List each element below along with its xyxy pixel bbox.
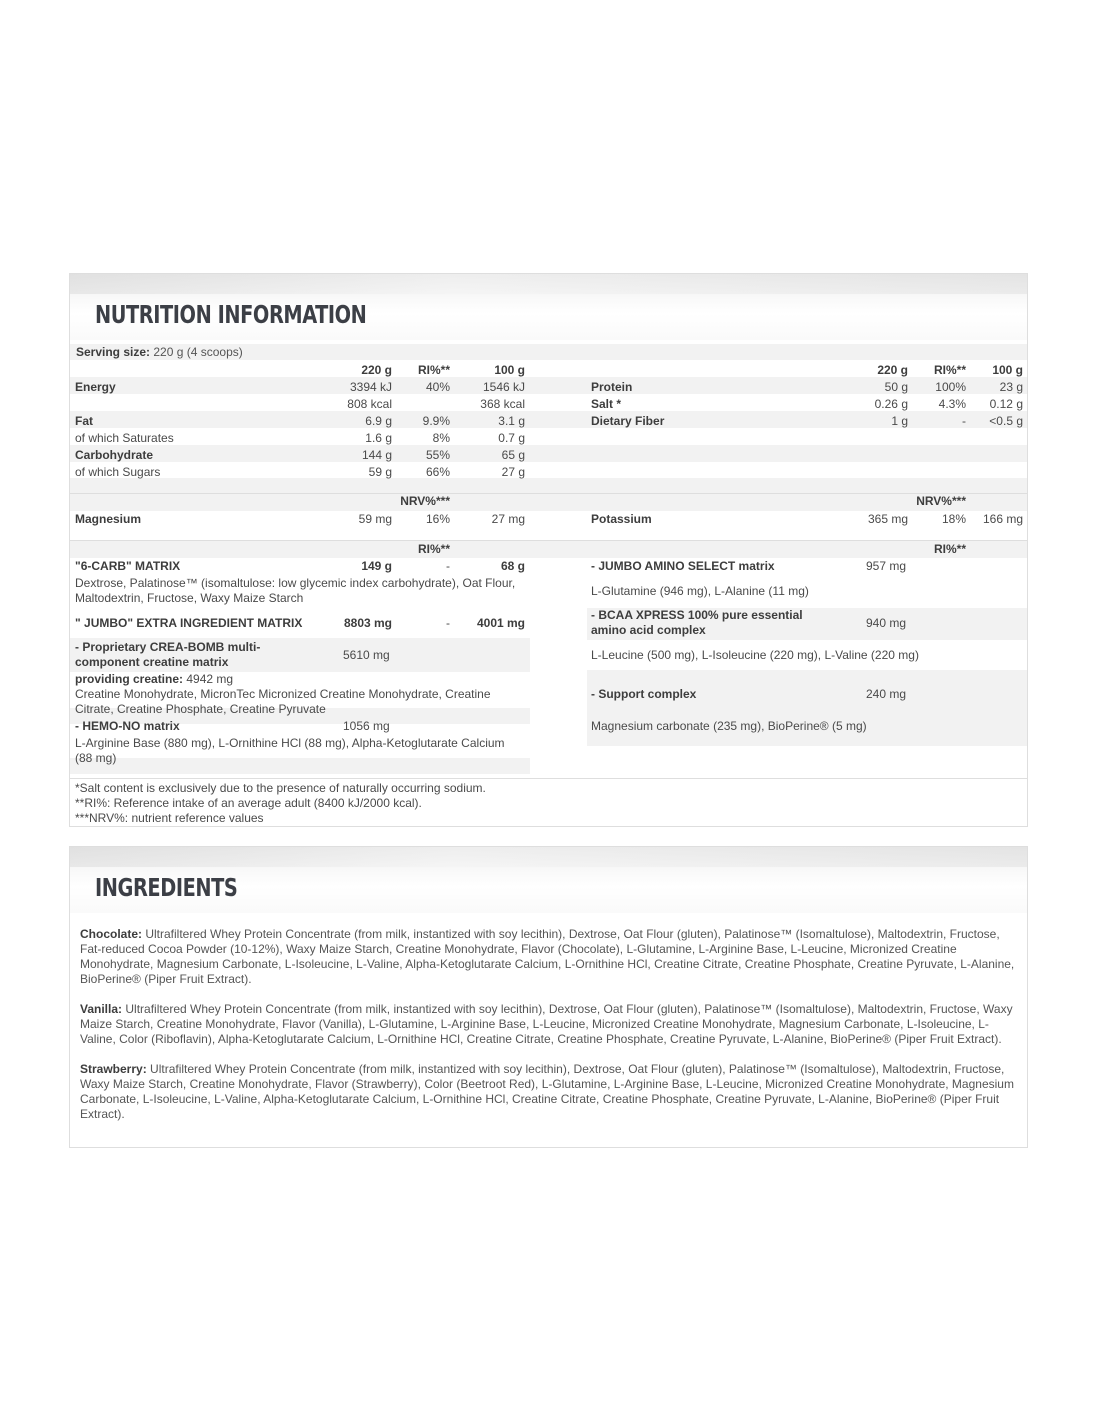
ingredients-body (80, 927, 1020, 1137)
cell: 1.6 g (365, 431, 392, 445)
row-fat: Fat (75, 414, 93, 428)
cell: 368 kcal (480, 397, 525, 411)
ingredients-strawberry (80, 1062, 1020, 1122)
cell: 65 g (501, 448, 525, 462)
cell: 4001 mg (476, 616, 525, 630)
cell: 16% (425, 512, 450, 526)
cell: 18% (941, 512, 966, 526)
hemo-no-name: - HEMO-NO matrix (75, 719, 180, 733)
cell: 149 g (361, 559, 392, 573)
amino-select-desc: L-Glutamine (946 mg), L-Alanine (11 mg) (591, 584, 809, 598)
cell: 27 g (501, 465, 525, 479)
hemo-no-desc-2: (88 mg) (75, 751, 117, 765)
providing-creatine (75, 672, 233, 687)
carb-matrix-name: "6-CARB" MATRIX (75, 559, 181, 573)
providing-label: providing creatine: (75, 672, 184, 686)
row-fiber: Dietary Fiber (591, 414, 665, 428)
row-saturates: of which Saturates (75, 431, 174, 445)
cell: 365 mg (867, 512, 908, 526)
ingredients-chocolate (80, 927, 1020, 987)
bcaa-desc: L-Leucine (500 mg), L-Isoleucine (220 mg), L-Valine (220 mg) (591, 648, 919, 662)
support-complex-name: - Support complex (591, 687, 697, 701)
cell: 8% (432, 431, 450, 445)
cell: 8803 mg (343, 616, 392, 630)
cell: 3.1 g (498, 414, 525, 428)
cell: 166 mg (982, 512, 1023, 526)
crea-desc-2: Citrate, Creatine Phosphate, Creatine Pyruvate (75, 702, 326, 716)
ingredients-header (70, 847, 1027, 913)
right-header-ri: RI%** (933, 363, 966, 377)
footnote-nrv: ***NRV%: nutrient reference values (75, 811, 264, 825)
crea-bomb-name: - Proprietary CREA-BOMB multi- (75, 640, 261, 654)
carb-matrix-desc-2: Maltodextrin, Fructose, Waxy Maize Starch (75, 591, 304, 605)
nrv-header-left: NRV%*** (400, 494, 450, 508)
row-protein: Protein (591, 380, 633, 394)
cell: 3394 kJ (349, 380, 392, 394)
jumbo-matrix-name: " JUMBO" EXTRA INGREDIENT MATRIX (75, 616, 303, 630)
cell: - (446, 559, 450, 573)
cell: - (446, 616, 450, 630)
ri-header-left: RI%** (417, 542, 450, 556)
bcaa-name-2: amino acid complex (591, 623, 706, 637)
providing-value: 4942 mg (186, 672, 234, 686)
flavor-name: Strawberry: (80, 1062, 147, 1076)
cell: 808 kcal (347, 397, 392, 411)
flavor-text: Ultrafiltered Whey Protein Concentrate (from milk, instantized with soy lecithin), Dextrose, Oat Flour (gluten), Palatinose™ (Isomaltulose), Maltodextrin, Fructose, Fat-reduced Cocoa Powder (10-12%), Waxy Maize Starch, Creatine Monohydrate, Flavor (Chocolate), L-Glutamine, L-Arginine Base, L-Leucine, Micronized Creatine Monohydrate, Magnesium Carbonate, L-Isoleucine, L-Valine, Alpha-Ketoglutarate Calcium, L-Ornithine HCl, Creatine Citrate, Creatine Phosphate, Creatine Pyruvate, L-Alanine, BioPerine® (Piper Fruit Extract). (80, 927, 1015, 986)
cell: 59 mg (358, 512, 392, 526)
row-energy: Energy (75, 380, 116, 394)
nrv-header-right: NRV%*** (916, 494, 966, 508)
nutrition-panel (69, 273, 1028, 827)
cell: 27 mg (491, 512, 525, 526)
cell: 6.9 g (365, 414, 392, 428)
right-header-100g: 100 g (992, 363, 1023, 377)
cell: - (962, 414, 966, 428)
cell: 240 mg (866, 687, 907, 701)
cell: 9.9% (422, 414, 450, 428)
cell: 0.12 g (989, 397, 1023, 411)
cell: 144 g (361, 448, 392, 462)
row-salt: Salt * (591, 397, 622, 411)
cell: 50 g (884, 380, 908, 394)
left-header-100g: 100 g (494, 363, 525, 377)
support-complex-desc: Magnesium carbonate (235 mg), BioPerine® (5 mg) (591, 719, 867, 733)
cell: 940 mg (866, 616, 907, 630)
row-magnesium: Magnesium (75, 512, 142, 526)
cell: 100% (935, 380, 966, 394)
cell: 4.3% (938, 397, 966, 411)
cell: 0.7 g (498, 431, 525, 445)
flavor-name: Chocolate: (80, 927, 143, 941)
cell: 68 g (500, 559, 525, 573)
nutrition-header (70, 274, 1027, 340)
cell: 5610 mg (343, 648, 390, 662)
carb-matrix-desc: Dextrose, Palatinose™ (isomaltulose: low glycemic index carbohydrate), Oat Flour, (75, 576, 516, 590)
cell: 66% (425, 465, 450, 479)
cell: 40% (425, 380, 450, 394)
flavor-text: Ultrafiltered Whey Protein Concentrate (from milk, instantized with soy lecithin), Dextrose, Oat Flour (gluten), Palatinose™ (Isomaltulose), Maltodextrin, Fructose, Waxy Maize Starch, Creatine Monohydrate, Flavor (Strawberry), Color (Beetroot Red), L-Glutamine, L-Arginine Base, L-Leucine, Micronized Creatine Monohydrate, Magnesium Carbonate, L-Isoleucine, L-Valine, Alpha-Ketoglutarate Calcium, L-Ornithine HCl, Creatine Citrate, Creatine Phosphate, Creatine Pyruvate, L-Alanine, BioPerine® (Piper Fruit Extract). (80, 1062, 1014, 1121)
flavor-name: Vanilla: (80, 1002, 123, 1016)
cell: 55% (425, 448, 450, 462)
row-carbohydrate: Carbohydrate (75, 448, 154, 462)
cell: 1546 kJ (482, 380, 525, 394)
cell: 957 mg (866, 559, 907, 573)
ingredients-title: INGREDIENTS (95, 873, 238, 902)
cell: <0.5 g (989, 414, 1023, 428)
serving-size: Serving size: 220 g (4 scoops) (76, 345, 243, 359)
row-potassium: Potassium (591, 512, 652, 526)
nutrition-title: NUTRITION INFORMATION (95, 300, 367, 329)
ri-header-right: RI%** (933, 542, 966, 556)
cell: 59 g (368, 465, 392, 479)
cell: 1056 mg (343, 719, 390, 733)
ingredients-panel (69, 846, 1028, 1148)
footnote-salt: *Salt content is exclusively due to the presence of naturally occurring sodium. (75, 781, 486, 795)
crea-desc: Creatine Monohydrate, MicronTec Micronized Creatine Monohydrate, Creatine (75, 687, 491, 701)
crea-bomb-name-2: component creatine matrix (75, 655, 229, 669)
cell: 1 g (891, 414, 908, 428)
hemo-no-desc: L-Arginine Base (880 mg), L-Ornithine HCl (88 mg), Alpha-Ketoglutarate Calcium (75, 736, 505, 750)
footnote-ri: **RI%: Reference intake of an average adult (8400 kJ/2000 kcal). (75, 796, 422, 810)
row-sugars: of which Sugars (75, 465, 161, 479)
left-header-220g: 220 g (361, 363, 392, 377)
left-header-ri: RI%** (417, 363, 450, 377)
flavor-text: Ultrafiltered Whey Protein Concentrate (from milk, instantized with soy lecithin), Dextrose, Oat Flour (gluten), Palatinose™ (Isomaltulose), Maltodextrin, Fructose, Waxy Maize Starch, Creatine Monohydrate, Flavor (Vanilla), L-Glutamine, L-Arginine Base, L-Leucine, Micronized Creatine Monohydrate, Magnesium Carbonate, L-Isoleucine, L-Valine, Color (Riboflavin), Alpha-Ketoglutarate Calcium, L-Ornithine HCl, Creatine Citrate, Creatine Phosphate, Creatine Pyruvate, L-Alanine, BioPerine® (Piper Fruit Extract). (80, 1002, 1013, 1046)
right-header-220g: 220 g (877, 363, 908, 377)
cell: 0.26 g (874, 397, 908, 411)
amino-select-name: - JUMBO AMINO SELECT matrix (591, 559, 775, 573)
ingredients-vanilla (80, 1002, 1020, 1047)
cell: 23 g (999, 380, 1023, 394)
bcaa-name: - BCAA XPRESS 100% pure essential (591, 608, 803, 622)
